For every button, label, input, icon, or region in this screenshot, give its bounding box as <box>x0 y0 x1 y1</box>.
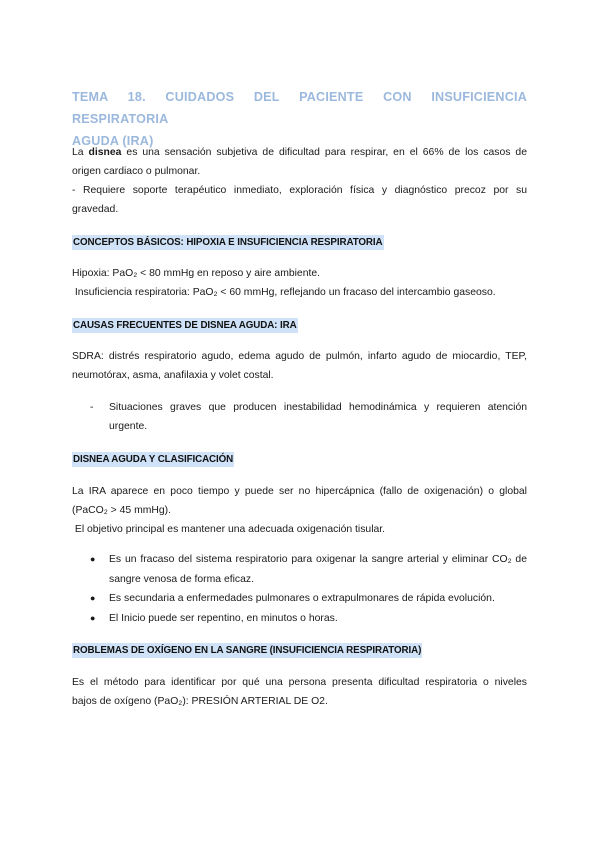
bullet-dot-icon: ● <box>90 593 96 603</box>
section3-paragraph <box>72 482 527 539</box>
section-heading-disnea-aguda: DISNEA AGUDA Y CLASIFICACIÓN <box>73 454 234 465</box>
hipoxia-definition: Hipoxia: PaO₂ < 80 mmHg en reposo y aire ambiente. <box>72 268 321 279</box>
section4-paragraph <box>72 673 527 711</box>
bullet-item: ● Es secundaria a enfermedades pulmonares o extrapulmonares de rápida evolución. <box>90 589 527 609</box>
metodo-line-1: Es el método para identificar por qué una persona presenta dificultad respiratoria o niveles <box>72 677 527 688</box>
causas-line-1: SDRA: distrés respiratorio agudo, edema agudo de pulmón, infarto agudo de miocardio, TEP, <box>72 351 527 362</box>
bullet-dot-icon: ● <box>90 612 96 623</box>
ira-line-1: La IRA aparece en poco tiempo y puede ser no hipercápnica (fallo de oxigenación) o global <box>72 486 527 497</box>
causas-line-2: neumotórax, asma, anafilaxia y volet costal. <box>72 370 274 381</box>
dash-line-1: Situaciones graves que producen inestabilidad hemodinámica y requieren atención <box>109 402 527 413</box>
intro-line-2: origen cardiaco o pulmonar. <box>72 166 201 177</box>
title-line-2: AGUDA (IRA) <box>72 134 154 148</box>
bullet-item: ● Es un fracaso del sistema respiratorio para oxigenar la sangre arterial y eliminar CO₂ de sangre venosa de forma eficaz. <box>90 550 527 589</box>
section-heading-causas: CAUSAS FRECUENTES DE DISNEA AGUDA: IRA <box>73 320 297 331</box>
section-heading-problemas-oxigeno: ROBLEMAS DE OXÍGENO EN LA SANGRE (INSUFICIENCIA RESPIRATORIA) <box>73 645 422 656</box>
bullet-item: ● El Inicio puede ser repentino, en minutos o horas. <box>90 609 527 629</box>
section2-paragraph <box>72 347 527 385</box>
objetivo-line: El objetivo principal es mantener una adecuada oxigenación tisular. <box>72 524 386 535</box>
bullet-list <box>90 550 527 628</box>
metodo-line-2: bajos de oxígeno (PaO₂): PRESIÓN ARTERIAL DE O2. <box>72 696 328 707</box>
ira-line-2: (PaCO₂ > 45 mmHg). <box>72 505 172 516</box>
bullet-dot-icon: ● <box>90 554 96 564</box>
dash-list-item <box>90 398 527 438</box>
title-line-1: TEMA 18. CUIDADOS DEL PACIENTE CON INSUFICIENCIA RESPIRATORIA <box>72 90 527 126</box>
dash-line-2: urgente. <box>109 421 148 432</box>
insuficiencia-definition: Insuficiencia respiratoria: PaO₂ < 60 mmHg, reflejando un fracaso del intercambio gaseoso. <box>72 287 496 298</box>
intro-line-3: - Requiere soporte terapéutico inmediato, exploración física y diagnóstico precoz por su <box>72 185 527 196</box>
intro-line-1: La disnea es una sensación subjetiva de dificultad para respirar, en el 66% de los casos de <box>72 147 527 158</box>
section-heading-conceptos: CONCEPTOS BÁSICOS: HIPOXIA E INSUFICIENCIA RESPIRATORIA <box>73 237 383 248</box>
keyword-disnea: disnea <box>88 147 122 158</box>
dash-marker: - <box>90 402 94 413</box>
section1-paragraph <box>72 264 527 302</box>
intro-line-4: gravedad. <box>72 204 119 215</box>
intro-paragraph <box>72 143 527 219</box>
